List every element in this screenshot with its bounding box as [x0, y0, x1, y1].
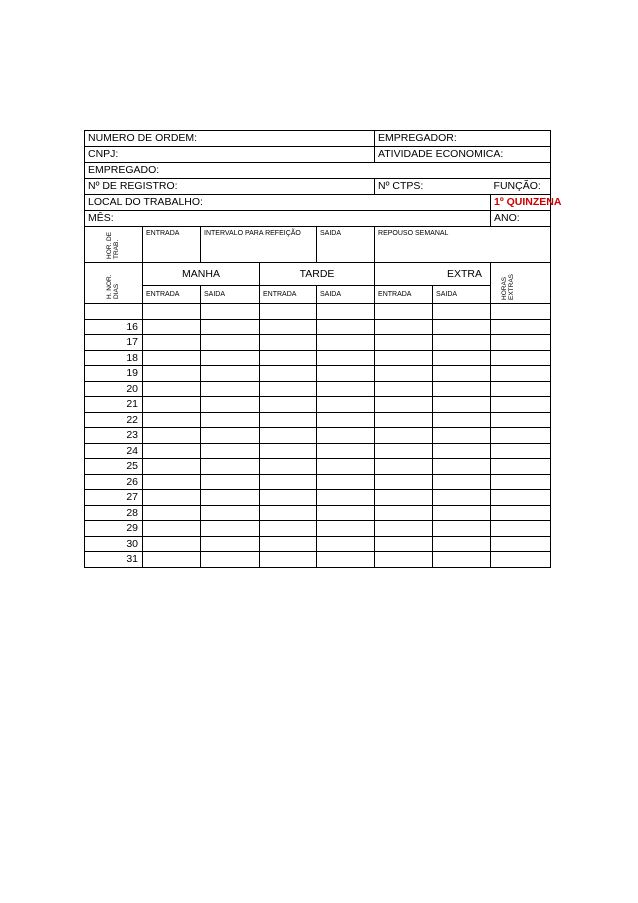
time-cell[interactable] — [433, 536, 491, 552]
table-row — [85, 381, 551, 397]
schedule-saida-label: SAIDA — [317, 227, 375, 263]
time-cell[interactable] — [375, 536, 433, 552]
time-cell[interactable] — [201, 412, 260, 428]
time-cell[interactable] — [143, 459, 201, 475]
time-cell[interactable] — [143, 443, 201, 459]
time-cell[interactable] — [143, 521, 201, 537]
time-cell[interactable] — [260, 521, 317, 537]
time-cell[interactable] — [201, 428, 260, 444]
day-number: 22 — [85, 412, 143, 428]
day-rows — [85, 319, 551, 567]
time-cell[interactable] — [143, 474, 201, 490]
time-cell[interactable] — [375, 319, 433, 335]
time-cell[interactable] — [375, 428, 433, 444]
time-cell[interactable] — [375, 474, 433, 490]
extra-hours-cell[interactable] — [491, 381, 551, 397]
table-row — [85, 474, 551, 490]
time-cell[interactable] — [375, 443, 433, 459]
empregador-label: EMPREGADOR: — [375, 131, 551, 147]
time-cell[interactable] — [317, 319, 375, 335]
time-cell[interactable] — [201, 552, 260, 568]
time-cell[interactable] — [375, 366, 433, 382]
time-cell[interactable] — [143, 304, 201, 320]
table-row — [85, 412, 551, 428]
time-cell[interactable] — [375, 335, 433, 351]
table-row — [85, 443, 551, 459]
time-cell[interactable] — [433, 412, 491, 428]
extra-hours-cell[interactable] — [491, 335, 551, 351]
extra-hours-cell[interactable] — [491, 459, 551, 475]
h-nor-dias-cell — [85, 263, 143, 304]
time-cell[interactable] — [143, 350, 201, 366]
time-cell[interactable] — [317, 474, 375, 490]
time-cell[interactable] — [201, 521, 260, 537]
local-trabalho-label: LOCAL DO TRABALHO: — [85, 195, 491, 211]
time-cell[interactable] — [433, 304, 491, 320]
time-cell[interactable] — [143, 319, 201, 335]
extra-hours-cell[interactable] — [491, 521, 551, 537]
timesheet-table — [84, 130, 562, 568]
tarde-entrada-label: ENTRADA — [260, 286, 317, 304]
table-row — [85, 536, 551, 552]
time-cell[interactable] — [317, 459, 375, 475]
schedule-repouso-label: REPOUSO SEMANAL — [375, 227, 551, 263]
day-cell — [85, 304, 143, 320]
time-cell[interactable] — [433, 381, 491, 397]
tarde-label: TARDE — [260, 263, 375, 286]
time-cell[interactable] — [375, 412, 433, 428]
time-cell[interactable] — [433, 552, 491, 568]
table-row — [85, 428, 551, 444]
funcao-label: FUNÇÃO: — [491, 179, 551, 195]
time-cell[interactable] — [433, 490, 491, 506]
time-cell[interactable] — [143, 490, 201, 506]
time-cell[interactable] — [143, 536, 201, 552]
atividade-label: ATIVIDADE ECONOMICA: — [375, 147, 551, 163]
time-cell[interactable] — [201, 397, 260, 413]
time-cell[interactable] — [317, 505, 375, 521]
time-cell[interactable] — [375, 552, 433, 568]
time-cell[interactable] — [433, 459, 491, 475]
time-cell[interactable] — [433, 505, 491, 521]
time-cell[interactable] — [317, 304, 375, 320]
schedule-entrada-label: ENTRADA — [143, 227, 201, 263]
time-cell[interactable] — [317, 397, 375, 413]
time-cell[interactable] — [375, 521, 433, 537]
tarde-saida-label: SAIDA — [317, 286, 375, 304]
time-cell[interactable] — [260, 381, 317, 397]
extra-hours-cell[interactable] — [491, 319, 551, 335]
time-cell[interactable] — [433, 335, 491, 351]
time-cell[interactable] — [260, 350, 317, 366]
time-cell[interactable] — [433, 521, 491, 537]
time-cell[interactable] — [260, 319, 317, 335]
time-cell[interactable] — [201, 304, 260, 320]
time-cell[interactable] — [317, 552, 375, 568]
time-cell[interactable] — [433, 443, 491, 459]
day-number: 24 — [85, 443, 143, 459]
time-cell[interactable] — [433, 428, 491, 444]
day-number: 30 — [85, 536, 143, 552]
day-number: 18 — [85, 350, 143, 366]
time-cell[interactable] — [201, 459, 260, 475]
table-row — [85, 319, 551, 335]
horas-extras-cell — [491, 263, 551, 304]
time-cell[interactable] — [143, 428, 201, 444]
extra-entrada-label: ENTRADA — [375, 286, 433, 304]
time-cell[interactable] — [433, 474, 491, 490]
time-cell[interactable] — [260, 397, 317, 413]
extra-hours-cell[interactable] — [491, 412, 551, 428]
table-row — [85, 521, 551, 537]
extra-hours-cell[interactable] — [491, 304, 551, 320]
time-cell[interactable] — [433, 397, 491, 413]
time-cell[interactable] — [201, 536, 260, 552]
time-cell[interactable] — [143, 397, 201, 413]
manha-saida-label: SAIDA — [201, 286, 260, 304]
table-row — [85, 397, 551, 413]
time-cell[interactable] — [260, 428, 317, 444]
time-cell[interactable] — [317, 412, 375, 428]
time-cell[interactable] — [260, 536, 317, 552]
time-cell[interactable] — [201, 350, 260, 366]
time-cell[interactable] — [317, 366, 375, 382]
day-number: 19 — [85, 366, 143, 382]
table-row — [85, 505, 551, 521]
time-cell[interactable] — [143, 381, 201, 397]
table-row — [85, 335, 551, 351]
time-cell[interactable] — [317, 350, 375, 366]
extra-hours-cell[interactable] — [491, 397, 551, 413]
manha-entrada-label: ENTRADA — [143, 286, 201, 304]
extra-hours-cell[interactable] — [491, 552, 551, 568]
extra-hours-cell[interactable] — [491, 505, 551, 521]
day-number: 31 — [85, 552, 143, 568]
time-cell[interactable] — [375, 490, 433, 506]
time-cell[interactable] — [260, 474, 317, 490]
time-cell[interactable] — [201, 319, 260, 335]
day-number: 23 — [85, 428, 143, 444]
time-cell[interactable] — [433, 366, 491, 382]
time-cell[interactable] — [143, 505, 201, 521]
time-cell[interactable] — [317, 443, 375, 459]
time-cell[interactable] — [260, 505, 317, 521]
quinzena-label: 1º QUINZENA — [491, 195, 551, 211]
table-row-blank — [85, 304, 551, 320]
time-cell[interactable] — [201, 474, 260, 490]
day-number: 17 — [85, 335, 143, 351]
day-number: 20 — [85, 381, 143, 397]
time-cell[interactable] — [201, 505, 260, 521]
time-cell[interactable] — [375, 505, 433, 521]
time-cell[interactable] — [433, 350, 491, 366]
time-cell[interactable] — [317, 536, 375, 552]
extra-hours-cell[interactable] — [491, 490, 551, 506]
time-cell[interactable] — [260, 552, 317, 568]
ano-label: ANO: — [491, 211, 551, 227]
empregado-label: EMPREGADO: — [85, 163, 551, 179]
time-cell[interactable] — [143, 366, 201, 382]
time-cell[interactable] — [201, 366, 260, 382]
day-number: 25 — [85, 459, 143, 475]
day-number: 21 — [85, 397, 143, 413]
time-cell[interactable] — [260, 335, 317, 351]
time-cell[interactable] — [317, 428, 375, 444]
h-nor-dias-label: H. NOR. DIAS — [106, 274, 121, 299]
table-row — [85, 366, 551, 382]
time-cell[interactable] — [143, 412, 201, 428]
time-cell[interactable] — [317, 521, 375, 537]
time-cell[interactable] — [317, 335, 375, 351]
time-cell[interactable] — [201, 381, 260, 397]
mes-label: MÊS: — [85, 211, 491, 227]
extra-label: EXTRA — [375, 263, 491, 286]
numero-ordem-label: NUMERO DE ORDEM: — [85, 131, 375, 147]
schedule-intervalo-label: INTERVALO PARA REFEIÇÃO — [201, 227, 317, 263]
table-row — [85, 459, 551, 475]
time-cell[interactable] — [260, 490, 317, 506]
horas-extras-label: HORAS EXTRAS — [501, 273, 516, 300]
time-cell[interactable] — [375, 459, 433, 475]
table-row — [85, 552, 551, 568]
hor-trab-label: HOR. DE TRAB. — [106, 231, 121, 259]
extra-hours-cell[interactable] — [491, 428, 551, 444]
time-cell[interactable] — [201, 335, 260, 351]
time-cell[interactable] — [260, 443, 317, 459]
extra-hours-cell[interactable] — [491, 366, 551, 382]
extra-hours-cell[interactable] — [491, 474, 551, 490]
time-cell[interactable] — [260, 459, 317, 475]
extra-saida-label: SAIDA — [433, 286, 491, 304]
ctps-label: Nº CTPS: — [375, 179, 491, 195]
time-cell[interactable] — [433, 319, 491, 335]
time-cell[interactable] — [201, 443, 260, 459]
extra-hours-cell[interactable] — [491, 536, 551, 552]
day-number: 29 — [85, 521, 143, 537]
extra-hours-cell[interactable] — [491, 443, 551, 459]
time-cell[interactable] — [260, 412, 317, 428]
time-cell[interactable] — [317, 490, 375, 506]
cnpj-label: CNPJ: — [85, 147, 375, 163]
table-row — [85, 490, 551, 506]
day-number: 26 — [85, 474, 143, 490]
time-cell[interactable] — [143, 552, 201, 568]
extra-hours-cell[interactable] — [491, 350, 551, 366]
time-cell[interactable] — [260, 366, 317, 382]
day-number: 16 — [85, 319, 143, 335]
time-cell[interactable] — [375, 350, 433, 366]
time-cell[interactable] — [375, 304, 433, 320]
time-cell[interactable] — [375, 381, 433, 397]
time-cell[interactable] — [201, 490, 260, 506]
time-cell[interactable] — [317, 381, 375, 397]
time-cell[interactable] — [260, 304, 317, 320]
hor-trab-cell — [85, 227, 143, 263]
time-cell[interactable] — [143, 335, 201, 351]
table-row — [85, 350, 551, 366]
manha-label: MANHA — [143, 263, 260, 286]
registro-label: Nº DE REGISTRO: — [85, 179, 375, 195]
day-number: 27 — [85, 490, 143, 506]
day-number: 28 — [85, 505, 143, 521]
time-cell[interactable] — [375, 397, 433, 413]
